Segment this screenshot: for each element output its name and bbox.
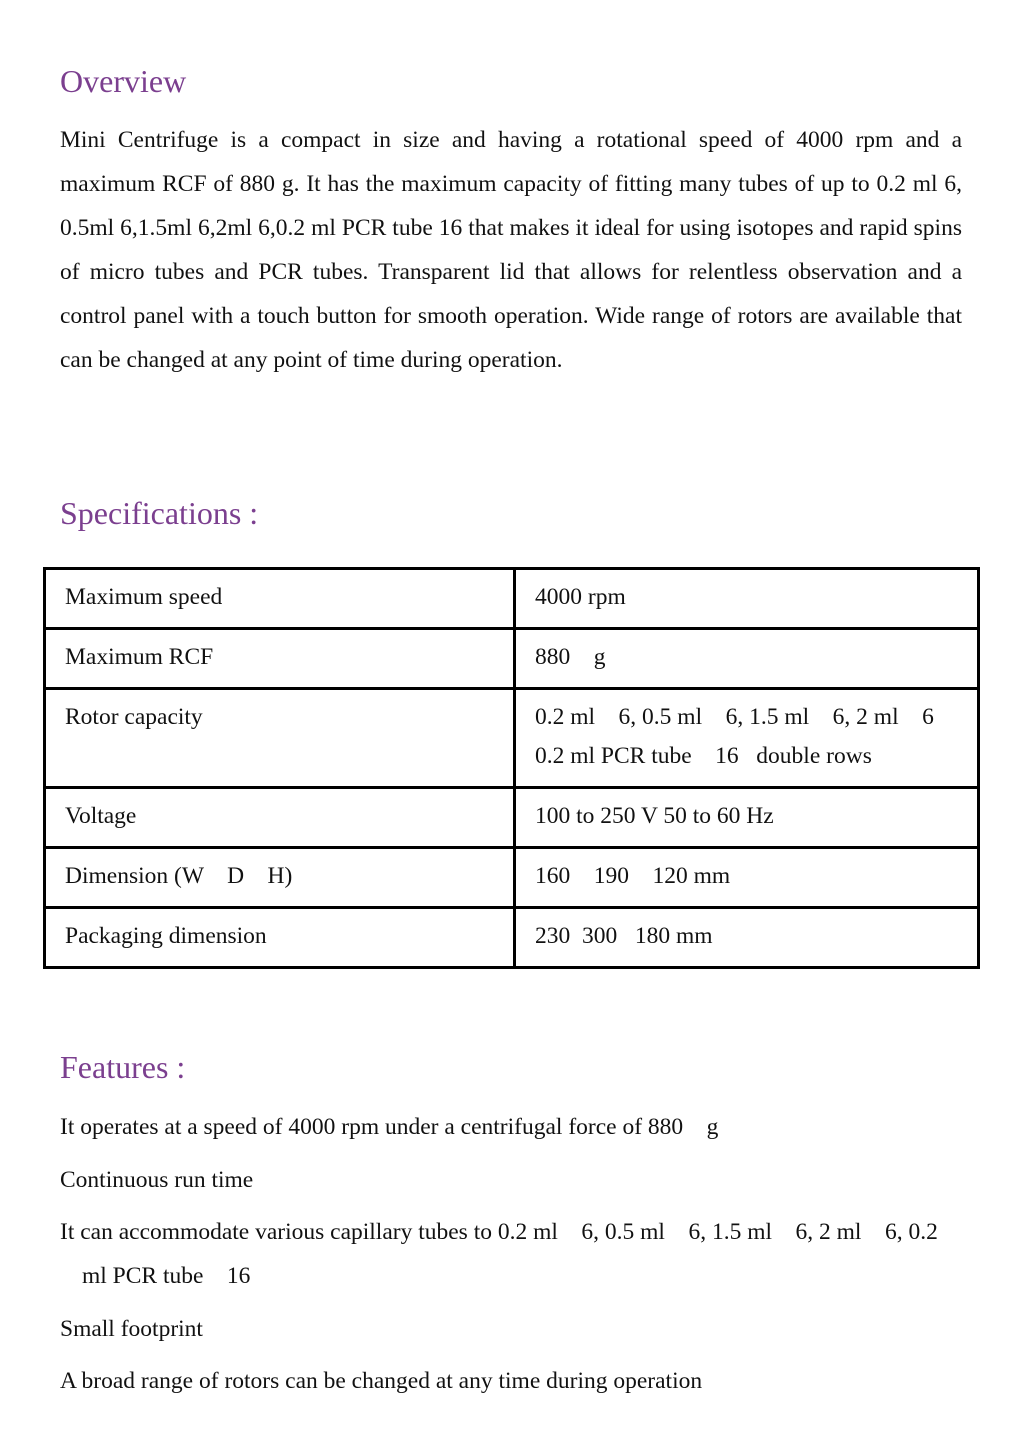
spec-label: Maximum RCF xyxy=(45,629,515,689)
spec-label: Packaging dimension xyxy=(45,908,515,968)
spec-value: 4000 rpm xyxy=(515,569,979,629)
spec-label: Rotor capacity xyxy=(45,689,515,788)
spec-label: Dimension (W D H) xyxy=(45,848,515,908)
spec-label: Voltage xyxy=(45,788,515,848)
specifications-table xyxy=(43,567,980,969)
feature-item: It operates at a speed of 4000 rpm under a centrifugal force of 880 g xyxy=(60,1114,719,1140)
spec-label: Maximum speed xyxy=(45,569,515,629)
spec-value: 100 to 250 V 50 to 60 Hz xyxy=(515,788,979,848)
feature-item: Continuous run time xyxy=(60,1166,254,1193)
specifications-heading: Specifications : xyxy=(60,495,259,531)
overview-heading: Overview xyxy=(60,63,187,99)
spec-row-maximum-rcf xyxy=(45,629,979,689)
spec-value: 0.2 ml 6, 0.5 ml 6, 1.5 ml 6, 2 ml 6 xyxy=(535,704,934,730)
overview-paragraph: Mini Centrifuge is a compact in size and having a rotational speed of 4000 rpm and a maximum RCF of 880 g. It has the maximum capacity of fitting many tubes of up to 0.2 ml 6, 0.5ml 6,1.5ml 6,2ml 6,0.2 ml PCR tube 16 that makes it ideal for using isotopes and rapid spins of micro tubes and PCR tubes. Transparent lid that allows for relentless observation and a control panel with a touch button for smooth operation. Wide range of rotors are available that can be changed at any point of time during operation. xyxy=(60,127,962,373)
spec-value: 230 300 180 mm xyxy=(515,908,979,968)
feature-item: A broad range of rotors can be changed at any time during operation xyxy=(60,1368,703,1394)
features-heading: Features : xyxy=(60,1049,186,1085)
spec-value-line-2: 0.2 ml PCR tube 16 double rows xyxy=(535,743,872,769)
spec-row-packaging-dimension xyxy=(45,908,979,968)
feature-item: Small footprint xyxy=(60,1315,203,1342)
spec-value-cell xyxy=(515,689,979,788)
features-list xyxy=(60,1105,962,1412)
spec-row-dimension xyxy=(45,848,979,908)
feature-item: It can accommodate various capillary tubes to 0.2 ml 6, 0.5 ml 6, 1.5 ml 6, 2 ml 6, 0.2 ml PCR tube 16 xyxy=(60,1219,944,1289)
spec-value: 880 g xyxy=(515,629,979,689)
spec-row-rotor-capacity xyxy=(45,689,979,788)
spec-row-voltage xyxy=(45,788,979,848)
spec-value: 160 190 120 mm xyxy=(515,848,979,908)
spec-row-maximum-speed xyxy=(45,569,979,629)
